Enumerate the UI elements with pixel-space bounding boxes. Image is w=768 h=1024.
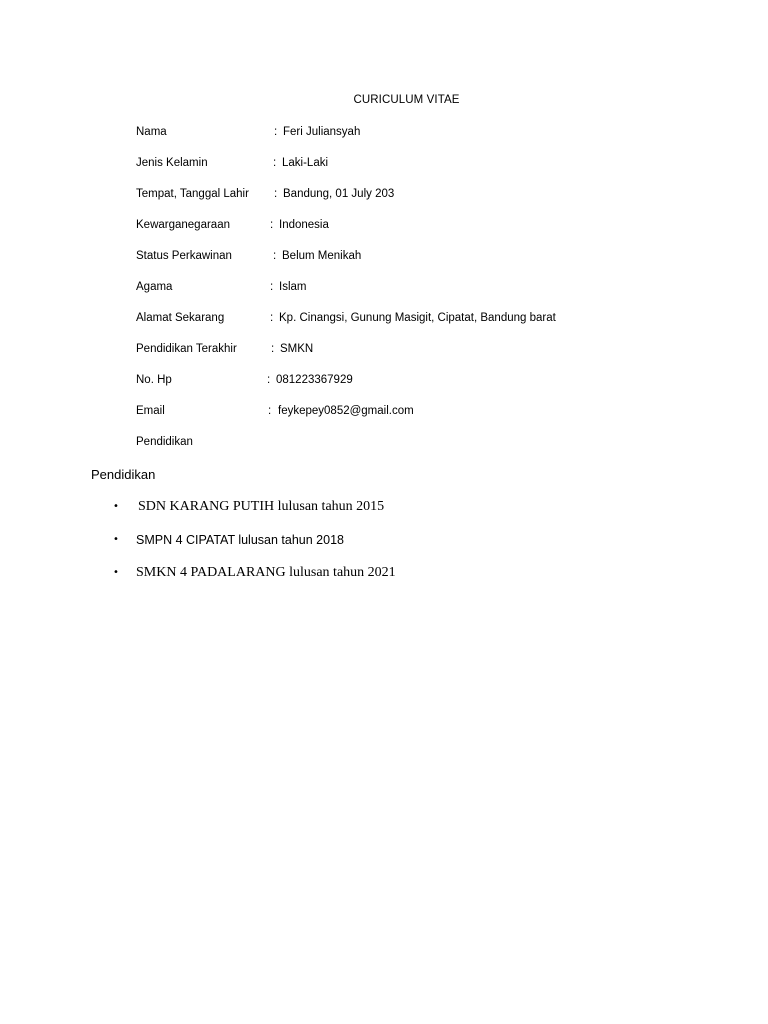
info-colon: : xyxy=(270,281,274,293)
info-colon: : xyxy=(274,188,278,200)
education-item-text: SDN KARANG PUTIH lulusan tahun 2015 xyxy=(138,499,385,514)
info-colon: : xyxy=(271,343,275,355)
info-label: Nama xyxy=(136,126,167,138)
info-value: SMKN xyxy=(280,343,314,355)
info-label: Email xyxy=(136,405,165,417)
education-heading: Pendidikan xyxy=(91,467,156,482)
document-title: CURICULUM VITAE xyxy=(353,94,460,106)
info-colon: : xyxy=(274,126,278,138)
info-value: Feri Juliansyah xyxy=(283,126,361,138)
bullet-icon: • xyxy=(113,567,119,578)
info-colon: : xyxy=(270,312,274,324)
education-item-text: SMKN 4 PADALARANG lulusan tahun 2021 xyxy=(136,565,396,580)
bullet-icon: • xyxy=(113,534,119,545)
info-value: Belum Menikah xyxy=(282,250,362,262)
info-value: feykepey0852@gmail.com xyxy=(278,405,414,417)
info-value: Indonesia xyxy=(279,219,329,231)
info-label: Pendidikan Terakhir xyxy=(136,343,237,355)
info-colon: : xyxy=(270,219,274,231)
info-colon: : xyxy=(273,157,277,169)
info-label: Tempat, Tanggal Lahir xyxy=(136,188,249,200)
info-label: Kewarganegaraan xyxy=(136,219,230,231)
info-value: Kp. Cinangsi, Gunung Masigit, Cipatat, Bandung barat xyxy=(279,312,556,324)
info-label: Jenis Kelamin xyxy=(136,157,208,169)
info-colon: : xyxy=(268,405,272,417)
info-value: Laki-Laki xyxy=(282,157,329,169)
info-label: No. Hp xyxy=(136,374,172,386)
info-colon: : xyxy=(267,374,271,386)
info-value: Islam xyxy=(279,281,307,293)
info-label: Status Perkawinan xyxy=(136,250,232,262)
education-item-text: SMPN 4 CIPATAT lulusan tahun 2018 xyxy=(136,533,344,547)
bullet-icon: • xyxy=(113,501,119,512)
info-value: 081223367929 xyxy=(276,374,353,386)
info-label: Pendidikan xyxy=(136,436,193,448)
info-label: Agama xyxy=(136,281,173,293)
info-label: Alamat Sekarang xyxy=(136,312,225,324)
info-colon: : xyxy=(273,250,277,262)
info-value: Bandung, 01 July 203 xyxy=(283,188,395,200)
